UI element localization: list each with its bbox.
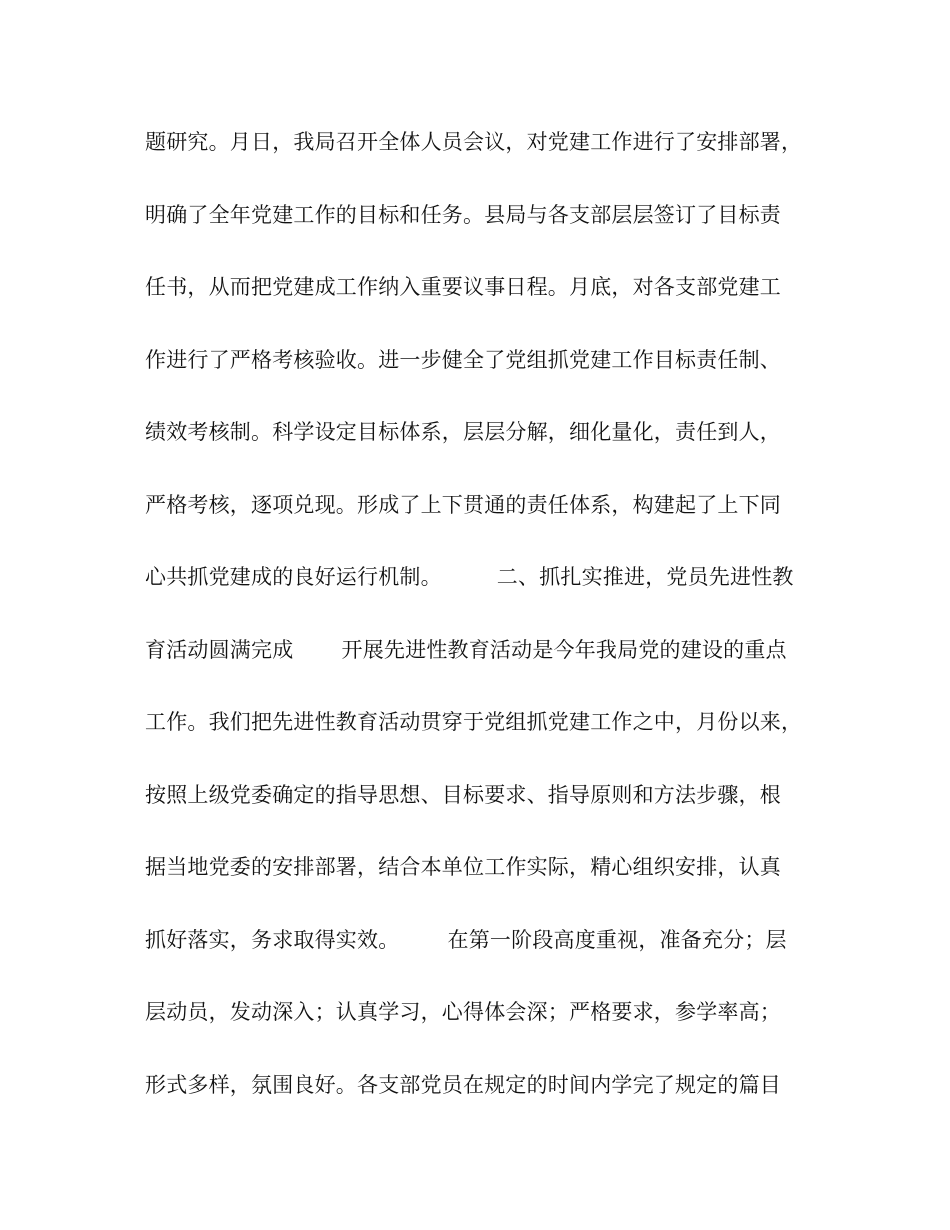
text-line: 抓好落实，务求取得实效。 在第一阶段高度重视，准备充分；层	[145, 927, 787, 952]
text-line: 作进行了严格考核验收。进一步健全了党组抓党建工作目标责任制、	[145, 347, 781, 372]
text-line: 形式多样，氛围良好。各支部党员在规定的时间内学完了规定的篇目	[145, 1072, 781, 1097]
text-line: 工作。我们把先进性教育活动贯穿于党组抓党建工作之中，月份以来，	[145, 710, 803, 734]
text-line: 绩效考核制。科学设定目标体系，层层分解，细化量化，责任到人，	[145, 420, 781, 444]
text-line: 明确了全年党建工作的目标和任务。县局与各支部层层签订了目标责	[145, 202, 781, 227]
text-line: 严格考核，逐项兑现。形成了上下贯通的责任体系，构建起了上下同	[145, 492, 781, 517]
text-line: 题研究。月日，我局召开全体人员会议，对党建工作进行了安排部署，	[145, 130, 803, 154]
text-line: 任书，从而把党建成工作纳入重要议事日程。月底，对各支部党建工	[145, 275, 781, 299]
text-line: 心共抓党建成的良好运行机制。 二、抓扎实推进，党员先进性教	[145, 565, 794, 589]
text-line: 层动员，发动深入；认真学习，心得体会深；严格要求，参学率高；	[145, 1000, 781, 1024]
text-line: 据当地党委的安排部署，结合本单位工作实际，精心组织安排，认真	[145, 855, 781, 879]
text-line: 育活动圆满完成 开展先进性教育活动是今年我局党的建设的重点	[145, 637, 787, 662]
text-line: 按照上级党委确定的指导思想、目标要求、指导原则和方法步骤，根	[145, 782, 781, 807]
body-text	[145, 120, 815, 1135]
